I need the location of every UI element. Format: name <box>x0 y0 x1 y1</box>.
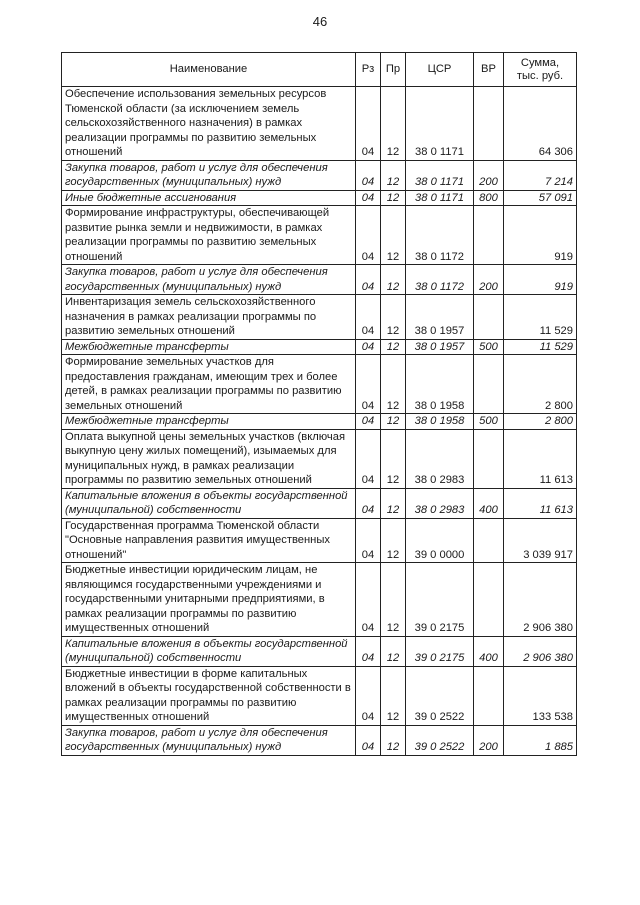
table-row <box>62 488 577 518</box>
row-pr-cell: 12 <box>381 206 406 265</box>
row-csr-cell: 38 0 1171 <box>406 160 474 190</box>
row-rz-cell: 04 <box>356 636 381 666</box>
row-sum-cell: 919 <box>504 265 577 295</box>
table-row <box>62 725 577 755</box>
row-csr-cell: 38 0 1958 <box>406 414 474 430</box>
row-pr-cell: 12 <box>381 563 406 637</box>
row-csr-cell: 38 0 1172 <box>406 206 474 265</box>
row-vr-cell: 200 <box>474 160 504 190</box>
row-pr-cell: 12 <box>381 518 406 563</box>
row-sum-cell: 1 885 <box>504 725 577 755</box>
table-row <box>62 339 577 355</box>
row-csr-cell: 38 0 1172 <box>406 265 474 295</box>
table-row <box>62 355 577 414</box>
row-sum-cell: 919 <box>504 206 577 265</box>
row-csr-cell: 38 0 2983 <box>406 488 474 518</box>
row-vr-cell <box>474 355 504 414</box>
row-sum-cell: 11 613 <box>504 488 577 518</box>
table-row <box>62 295 577 340</box>
row-pr-cell: 12 <box>381 87 406 161</box>
row-csr-cell: 39 0 0000 <box>406 518 474 563</box>
header-sum <box>504 53 577 87</box>
row-pr-cell: 12 <box>381 355 406 414</box>
row-sum-cell: 2 800 <box>504 355 577 414</box>
row-sum-cell: 3 039 917 <box>504 518 577 563</box>
row-sum-cell: 2 906 380 <box>504 636 577 666</box>
row-rz-cell: 04 <box>356 488 381 518</box>
table-row <box>62 666 577 725</box>
row-pr-cell: 12 <box>381 190 406 206</box>
table-row <box>62 87 577 161</box>
table-row <box>62 265 577 295</box>
row-pr-cell: 12 <box>381 295 406 340</box>
table-row <box>62 206 577 265</box>
row-sum-cell: 11 529 <box>504 295 577 340</box>
row-pr-cell: 12 <box>381 414 406 430</box>
row-vr-cell <box>474 206 504 265</box>
row-csr-cell: 38 0 1958 <box>406 355 474 414</box>
table-body <box>62 87 577 756</box>
row-vr-cell: 500 <box>474 339 504 355</box>
row-name-cell: Закупка товаров, работ и услуг для обеспечения государственных (муниципальных) нужд <box>62 725 356 755</box>
header-sum-line2: тыс. руб. <box>516 69 564 82</box>
row-name-cell: Бюджетные инвестиции юридическим лицам, не являющимся государственными учреждениями и государственными унитарными предприятиями, в рамках реализации программы по развитию имущественных отношений <box>62 563 356 637</box>
row-vr-cell <box>474 563 504 637</box>
row-sum-cell: 2 800 <box>504 414 577 430</box>
row-rz-cell: 04 <box>356 518 381 563</box>
row-pr-cell: 12 <box>381 339 406 355</box>
row-rz-cell: 04 <box>356 265 381 295</box>
row-name-cell: Инвентаризация земель сельскохозяйственного назначения в рамках реализации программы по развитию земельных отношений <box>62 295 356 340</box>
row-sum-cell: 11 613 <box>504 429 577 488</box>
row-sum-cell: 11 529 <box>504 339 577 355</box>
row-vr-cell <box>474 429 504 488</box>
header-row <box>62 53 577 87</box>
row-name-cell: Закупка товаров, работ и услуг для обеспечения государственных (муниципальных) нужд <box>62 160 356 190</box>
header-pr: Пр <box>381 53 406 87</box>
row-pr-cell: 12 <box>381 160 406 190</box>
row-name-cell: Государственная программа Тюменской области "Основные направления развития имущественных отношений" <box>62 518 356 563</box>
row-rz-cell: 04 <box>356 563 381 637</box>
row-rz-cell: 04 <box>356 429 381 488</box>
row-csr-cell: 39 0 2175 <box>406 563 474 637</box>
row-sum-cell: 7 214 <box>504 160 577 190</box>
row-name-cell: Оплата выкупной цены земельных участков (включая выкупную цену жилых помещений), изымаемых для муниципальных нужд, в рамках реализации программы по развитию земельных отношений <box>62 429 356 488</box>
row-sum-cell: 64 306 <box>504 87 577 161</box>
row-csr-cell: 39 0 2522 <box>406 725 474 755</box>
row-csr-cell: 38 0 1957 <box>406 295 474 340</box>
table-header <box>62 53 577 87</box>
row-name-cell: Капитальные вложения в объекты государственной (муниципальной) собственности <box>62 636 356 666</box>
row-csr-cell: 38 0 1957 <box>406 339 474 355</box>
row-rz-cell: 04 <box>356 339 381 355</box>
row-sum-cell: 2 906 380 <box>504 563 577 637</box>
row-pr-cell: 12 <box>381 265 406 295</box>
row-csr-cell: 39 0 2175 <box>406 636 474 666</box>
header-csr: ЦСР <box>406 53 474 87</box>
header-vr: ВР <box>474 53 504 87</box>
header-name: Наименование <box>62 53 356 87</box>
row-name-cell: Иные бюджетные ассигнования <box>62 190 356 206</box>
row-name-cell: Межбюджетные трансферты <box>62 339 356 355</box>
row-name-cell: Формирование инфраструктуры, обеспечивающей развитие рынка земли и недвижимости, в рамках реализации программы по развитию земельных отношений <box>62 206 356 265</box>
row-vr-cell <box>474 666 504 725</box>
table-row <box>62 160 577 190</box>
row-vr-cell: 800 <box>474 190 504 206</box>
table-row <box>62 414 577 430</box>
row-name-cell: Формирование земельных участков для предоставления гражданам, имеющим трех и более детей, в рамках реализации программы по развитию земельных отношений <box>62 355 356 414</box>
budget-table <box>61 52 577 756</box>
table-row <box>62 429 577 488</box>
row-rz-cell: 04 <box>356 666 381 725</box>
row-csr-cell: 38 0 1171 <box>406 190 474 206</box>
row-vr-cell <box>474 295 504 340</box>
row-vr-cell <box>474 518 504 563</box>
row-rz-cell: 04 <box>356 725 381 755</box>
row-name-cell: Межбюджетные трансферты <box>62 414 356 430</box>
row-csr-cell: 39 0 2522 <box>406 666 474 725</box>
row-pr-cell: 12 <box>381 636 406 666</box>
row-vr-cell: 400 <box>474 488 504 518</box>
row-rz-cell: 04 <box>356 295 381 340</box>
row-vr-cell: 200 <box>474 725 504 755</box>
row-rz-cell: 04 <box>356 414 381 430</box>
header-rz: Рз <box>356 53 381 87</box>
row-sum-cell: 57 091 <box>504 190 577 206</box>
row-sum-cell: 133 538 <box>504 666 577 725</box>
row-name-cell: Бюджетные инвестиции в форме капитальных вложений в объекты государственной собственности в рамках реализации программы по развитию имущественных отношений <box>62 666 356 725</box>
row-vr-cell <box>474 87 504 161</box>
row-rz-cell: 04 <box>356 87 381 161</box>
row-pr-cell: 12 <box>381 488 406 518</box>
row-name-cell: Закупка товаров, работ и услуг для обеспечения государственных (муниципальных) нужд <box>62 265 356 295</box>
header-sum-line1: Сумма, <box>520 57 560 69</box>
page-number: 46 <box>312 14 328 29</box>
row-vr-cell: 200 <box>474 265 504 295</box>
row-csr-cell: 38 0 1171 <box>406 87 474 161</box>
row-pr-cell: 12 <box>381 666 406 725</box>
row-vr-cell: 400 <box>474 636 504 666</box>
row-vr-cell: 500 <box>474 414 504 430</box>
table-row <box>62 563 577 637</box>
row-name-cell: Капитальные вложения в объекты государственной (муниципальной) собственности <box>62 488 356 518</box>
row-rz-cell: 04 <box>356 160 381 190</box>
row-name-cell: Обеспечение использования земельных ресурсов Тюменской области (за исключением земель сельскохозяйственного назначения) в рамках реализации программы по развитию земельных отношений <box>62 87 356 161</box>
row-rz-cell: 04 <box>356 355 381 414</box>
table-row <box>62 190 577 206</box>
row-rz-cell: 04 <box>356 190 381 206</box>
table-row <box>62 518 577 563</box>
row-csr-cell: 38 0 2983 <box>406 429 474 488</box>
row-rz-cell: 04 <box>356 206 381 265</box>
row-pr-cell: 12 <box>381 725 406 755</box>
row-pr-cell: 12 <box>381 429 406 488</box>
table-row <box>62 636 577 666</box>
